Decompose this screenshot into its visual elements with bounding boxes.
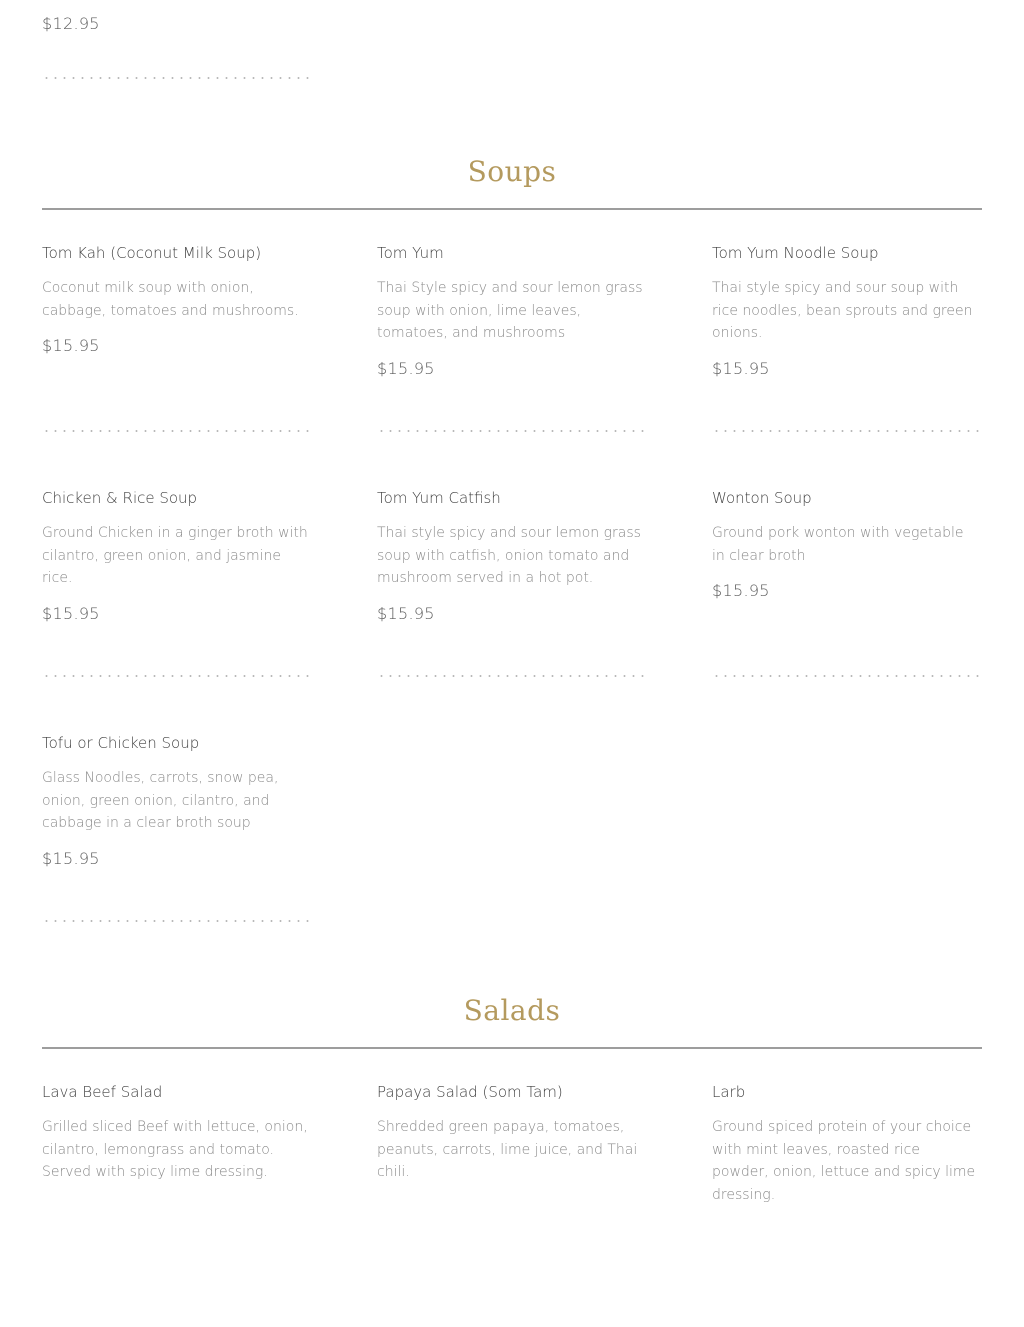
menu-item[interactable] — [377, 1082, 645, 1327]
menu-item-description: Ground spiced protein of your choice with mint leaves, roasted rice powder, onion, lettuce and spicy lime dressing. — [712, 1119, 976, 1203]
menu-item-description: Thai style spicy and sour soup with rice noodles, bean sprouts and green onions. — [712, 280, 973, 341]
menu-item-description: Shredded green papaya, tomatoes, peanuts, carrots, lime juice, and Thai chili. — [377, 1119, 638, 1180]
dotted-divider — [377, 675, 645, 677]
dotted-divider — [42, 77, 310, 79]
menu-item-price: $15.95 — [377, 358, 435, 378]
section-title-salads: Salads — [463, 994, 561, 1027]
menu-item[interactable] — [42, 243, 310, 488]
menu-item[interactable] — [377, 243, 645, 488]
menu-item[interactable] — [42, 488, 310, 733]
menu-item-name: Larb — [712, 1083, 746, 1101]
dotted-divider — [42, 430, 310, 432]
menu-item-price: $15.95 — [712, 581, 770, 600]
menu-item-name: Tom Yum — [377, 244, 444, 262]
section-rule — [42, 208, 982, 210]
menu-item-name: Papaya Salad (Som Tam) — [377, 1083, 563, 1101]
menu-item[interactable] — [42, 733, 310, 978]
menu-item[interactable] — [42, 1082, 310, 1327]
menu-item-name: Wonton Soup — [712, 489, 812, 507]
menu-item-name: Tom Kah (Coconut Milk Soup) — [42, 244, 262, 262]
menu-item-description: Coconut milk soup with onion, cabbage, tomatoes and mushrooms. — [42, 280, 299, 319]
dotted-divider — [377, 430, 645, 432]
dotted-divider — [42, 675, 310, 677]
menu-item-price: $15.95 — [377, 603, 435, 623]
menu-item-description: Thai style spicy and sour lemon grass soup with catfish, onion tomato and mushroom served in a hot pot. — [377, 525, 641, 586]
dotted-divider — [42, 920, 310, 922]
menu-item-price: $15.95 — [712, 358, 770, 378]
menu-item-name: Tom Yum Catfish — [377, 489, 501, 507]
menu-item-description: Ground pork wonton with vegetable in clear broth — [712, 525, 964, 564]
menu-item[interactable] — [712, 1082, 980, 1327]
soups-grid — [42, 243, 982, 978]
menu-item[interactable] — [712, 488, 980, 733]
menu-item[interactable] — [377, 488, 645, 733]
previous-item — [42, 14, 982, 79]
menu-item-price: $15.95 — [42, 336, 100, 355]
salads-grid — [42, 1082, 982, 1327]
section-title-soups: Soups — [467, 155, 557, 188]
dotted-divider — [712, 430, 980, 432]
menu-item-name: Chicken & Rice Soup — [42, 489, 198, 507]
menu-item-price: $15.95 — [42, 603, 100, 623]
dotted-divider — [712, 675, 980, 677]
menu-item-name: Lava Beef Salad — [42, 1083, 163, 1101]
menu-item-name: Tom Yum Noodle Soup — [712, 244, 879, 262]
menu-item-price: $12.95 — [42, 14, 100, 33]
menu-item-description: Thai Style spicy and sour lemon grass soup with onion, lime leaves, tomatoes, and mushrooms — [377, 280, 643, 341]
menu-item-price: $15.95 — [42, 848, 100, 868]
section-rule — [42, 1047, 982, 1049]
menu-item-name: Tofu or Chicken Soup — [42, 734, 200, 752]
menu-item-description: Glass Noodles, carrots, snow pea, onion, green onion, cilantro, and cabbage in a clear broth soup — [42, 770, 279, 831]
menu-item-description: Grilled sliced Beef with lettuce, onion, cilantro, lemongrass and tomato. Served with spicy lime dressing. — [42, 1119, 308, 1180]
menu-item-description: Ground Chicken in a ginger broth with cilantro, green onion, and jasmine rice. — [42, 525, 308, 586]
menu-item[interactable] — [712, 243, 980, 488]
